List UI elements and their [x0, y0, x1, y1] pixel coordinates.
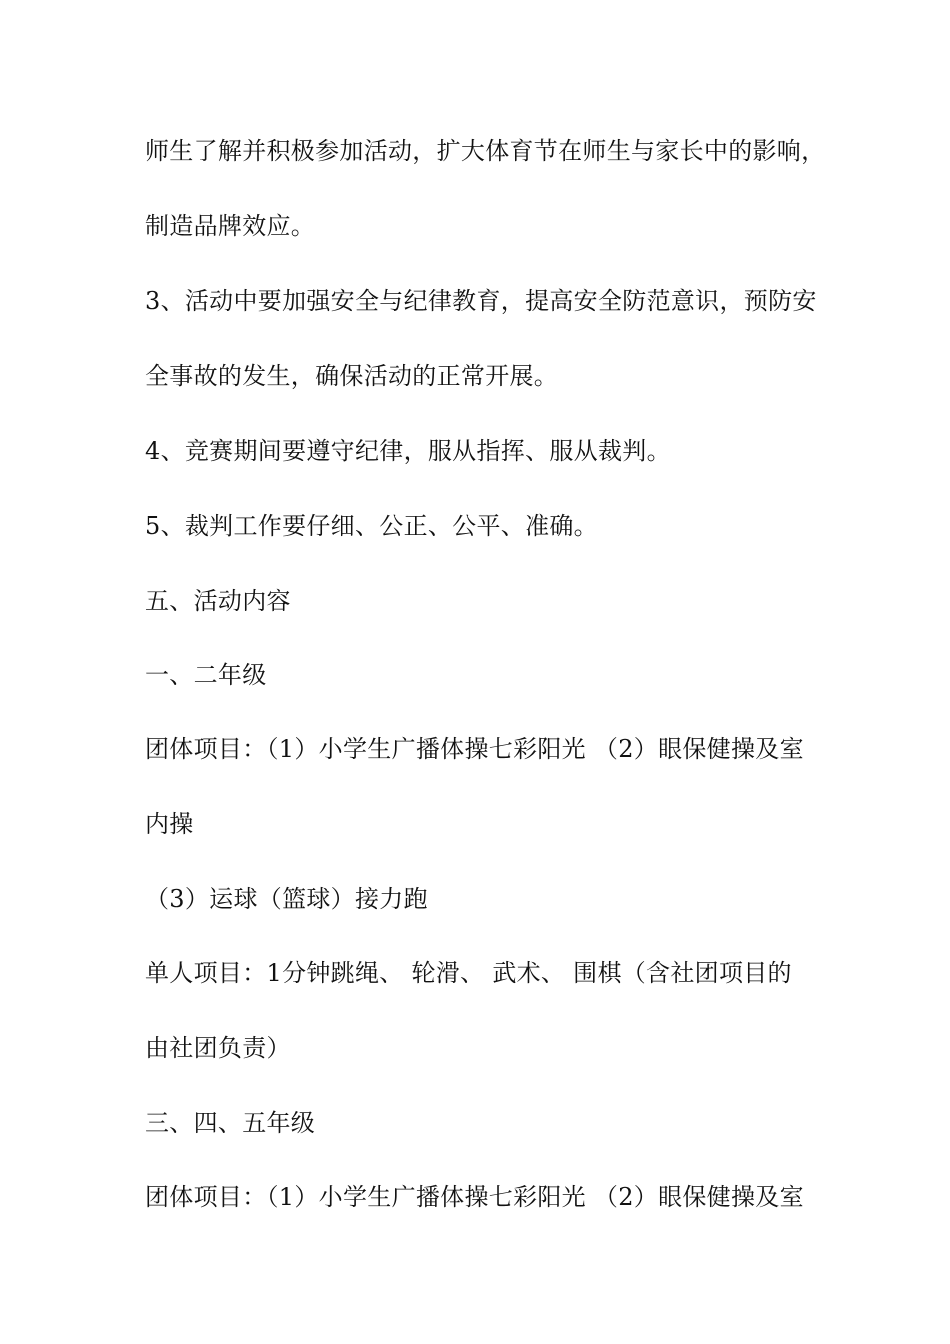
paragraph-line: 内操 [145, 810, 194, 838]
section-heading: 五、活动内容 [145, 587, 291, 615]
paragraph-line: （3）运球（篮球）接力跑 [145, 885, 428, 913]
paragraph-line: 5、裁判工作要仔细、公正、公平、准确。 [145, 512, 598, 540]
subsection-heading: 一、二年级 [145, 661, 267, 689]
paragraph-line: 4、竞赛期间要遵守纪律，服从指挥、服从裁判。 [145, 437, 671, 465]
paragraph-line: 团体项目：（1）小学生广播体操七彩阳光 （2）眼保健操及室 [145, 1183, 804, 1211]
paragraph-line: 师生了解并积极参加活动，扩大体育节在师生与家长中的影响， [145, 137, 826, 165]
paragraph-line: 团体项目：（1）小学生广播体操七彩阳光 （2）眼保健操及室 [145, 735, 804, 763]
subsection-heading: 三、四、五年级 [145, 1109, 316, 1137]
paragraph-line: 3、活动中要加强安全与纪律教育，提高安全防范意识，预防安 [145, 287, 817, 315]
paragraph-line: 制造品牌效应。 [145, 212, 316, 240]
paragraph-line: 由社团负责） [145, 1034, 291, 1062]
paragraph-line: 全事故的发生，确保活动的正常开展。 [145, 362, 559, 390]
paragraph-line: 单人项目：1分钟跳绳、 轮滑、 武术、 围棋（含社团项目的 [145, 959, 792, 987]
